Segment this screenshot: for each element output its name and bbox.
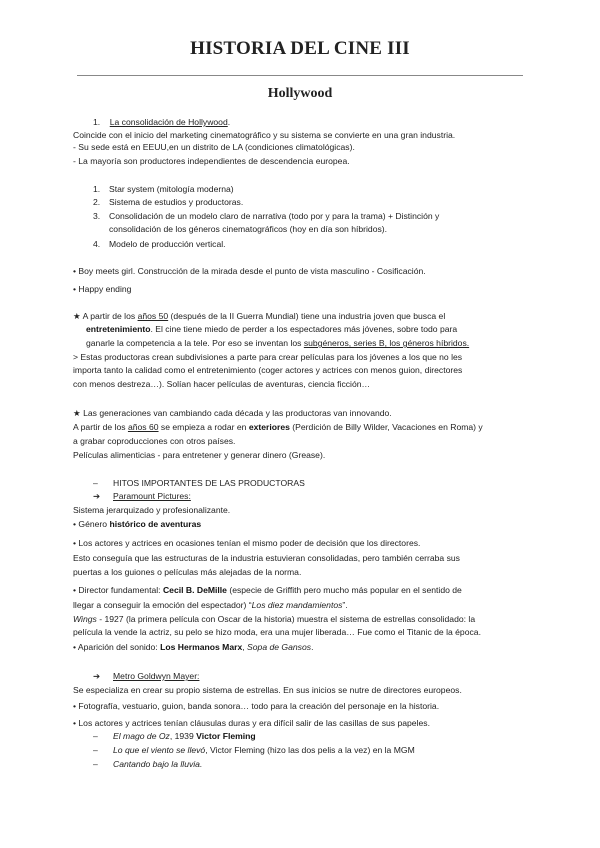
paragraph: Sistema jerarquizado y profesionalizante. — [73, 505, 231, 515]
paragraph: película la vende la actriz, su pelo se hizo moda, era una mujer liberada… Fue como el Titanic de la época. — [73, 627, 481, 637]
list-item: consolidación de los géneros cinematográficos (hoy en día son híbridos). — [109, 224, 388, 234]
list-item: 3. Consolidación de un modelo claro de narrativa (todo por y para la trama) + Distinción y — [93, 211, 440, 221]
paragraph: Se especializa en crear su propio sistema de estrellas. En sus inicios se nutre de directores europeos. — [73, 685, 462, 695]
document-title: HISTORIA DEL CINE III — [190, 38, 410, 59]
paragraph: importa tanto la calidad como el entretenimiento (coger actores y actrices con menos guion, directores — [73, 365, 463, 375]
list-item: 1. Star system (mitología moderna) — [93, 184, 234, 194]
title-divider — [77, 75, 523, 76]
paragraph: Coincide con el inicio del marketing cinematográfico y su sistema se convierte en una gran industria. — [73, 130, 456, 140]
paragraph: entretenimiento. El cine tiene miedo de perder a los espectadores más jóvenes, sobre todo para — [86, 324, 458, 334]
paragraph: a grabar coproducciones con otros países. — [73, 436, 236, 446]
paragraph: - La mayoría son productores independientes de descendencia europea. — [73, 156, 350, 166]
paragraph: ★ Las generaciones van cambiando cada década y las productoras van innovando. — [73, 408, 392, 418]
subheading: – HITOS IMPORTANTES DE LAS PRODUCTORAS — [93, 478, 305, 488]
subheading-paramount: ➔ Paramount Pictures: — [93, 491, 191, 501]
paragraph: puertas a los guiones o películas más alejadas de la norma. — [73, 567, 302, 577]
heading-text: La consolidación de Hollywood — [109, 117, 228, 127]
film-item: – Lo que el viento se llevó, Victor Fleming (hizo las dos pelis a la vez) en la MGM — [93, 745, 415, 755]
bullet-item: • Director fundamental: Cecil B. DeMille (especie de Griffith pero mucho más popular en el sentido de — [73, 585, 462, 595]
film-item: – Cantando bajo la lluvia. — [93, 759, 203, 769]
section-subtitle: Hollywood — [267, 86, 333, 101]
paragraph: > Estas productoras crean subdivisiones a parte para crear películas para los jóvenes a los que no les — [73, 352, 463, 362]
bullet-item: • Los actores y actrices tenían cláusulas duras y era difícil salir de las casillas de sus papeles. — [73, 718, 430, 728]
paragraph: - Su sede está en EEUU,en un distrito de LA (condiciones climatológicas). — [73, 142, 355, 152]
list-item: 4. Modelo de producción vertical. — [93, 239, 226, 249]
section-heading: 1. La consolidación de Hollywood. — [93, 117, 231, 127]
paragraph: ganarle la competencia a la tele. Por eso se inventan los subgéneros, series B, los géneros híbridos. — [86, 338, 470, 348]
paragraph: Esto conseguía que las estructuras de la industria estuvieran consolidadas, pero también cerraba sus — [73, 553, 460, 563]
paragraph: Wings - 1927 (la primera película con Oscar de la historia) muestra el sistema de estrellas consolidado: la — [73, 614, 476, 624]
bullet-item: • Fotografía, vestuario, guion, banda sonora… todo para la creación del personaje en la historia. — [73, 701, 440, 711]
paragraph: llegar a conseguir la emoción del espectador) “Los diez mandamientos”. — [73, 600, 348, 610]
film-item: – El mago de Oz, 1939 Victor Fleming — [93, 731, 256, 741]
arrow-icon: ➔ — [93, 671, 101, 681]
bullet-item: • Aparición del sonido: Los Hermanos Marx, Sopa de Gansos. — [73, 642, 314, 652]
subheading-mgm: ➔ Metro Goldwyn Mayer: — [93, 671, 200, 681]
bullet-item: • Boy meets girl. Construcción de la mirada desde el punto de vista masculino - Cosificación. — [73, 266, 426, 276]
paragraph: con menos destreza…). Solían hacer películas de aventuras, ciencia ficción… — [73, 379, 371, 389]
bullet-item: • Los actores y actrices en ocasiones tenían el mismo poder de decisión que los directores. — [73, 538, 421, 548]
list-item: 2. Sistema de estudios y productoras. — [93, 197, 244, 207]
bullet-item: • Género histórico de aventuras — [73, 519, 202, 529]
paragraph: A partir de los años 60 se empieza a rodar en exteriores (Perdición de Billy Wilder, Vacaciones en Roma) y — [73, 422, 483, 432]
arrow-icon: ➔ — [93, 491, 101, 501]
bullet-item: • Happy ending — [73, 284, 132, 294]
paragraph: ★ A partir de los años 50 (después de la II Guerra Mundial) tiene una industria joven que busca el — [73, 311, 446, 321]
paragraph: Películas alimenticias - para entretener y generar dinero (Grease). — [73, 450, 326, 460]
